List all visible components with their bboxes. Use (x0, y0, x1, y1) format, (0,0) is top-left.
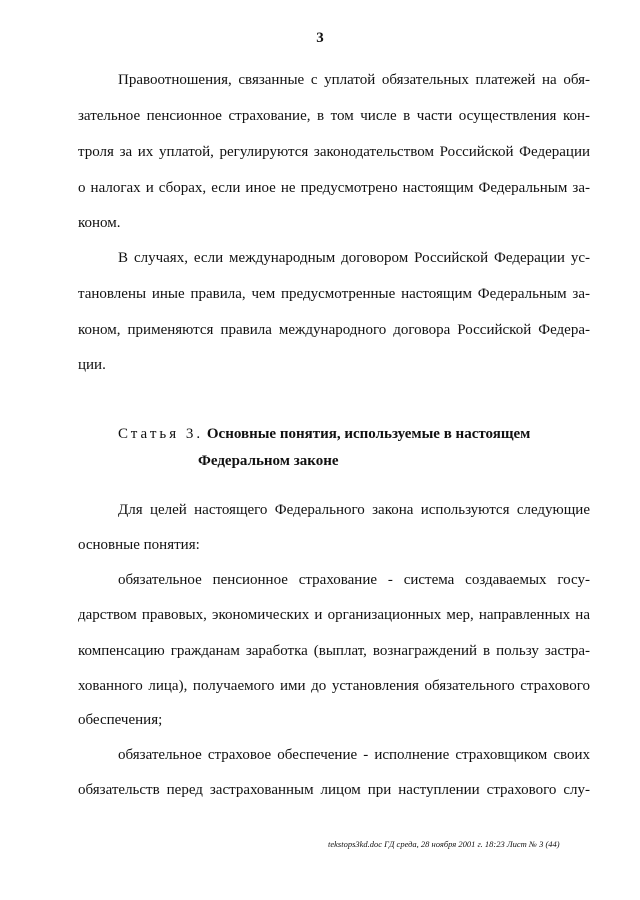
article-heading (118, 424, 530, 444)
paragraph-2-line-2: тановлены иные правила, чем предусмотренные настоящим Федеральным за- (78, 286, 590, 302)
paragraph-2-line-3: коном, применяются правила международного договора Российской Федера- (78, 322, 590, 338)
paragraph-5-line-1: обязательное страховое обеспечение - исполнение страховщиком своих (118, 747, 590, 763)
article-label: Статья 3. (118, 426, 204, 442)
document-footer: tekstops3kd.doc ГД среда, 28 ноября 2001 г. 18:23 Лист № 3 (44) (328, 839, 560, 849)
paragraph-2-line-1: В случаях, если международным договором Российской Федерации ус- (118, 250, 590, 266)
paragraph-3-line-1: Для целей настоящего Федерального закона используются следующие (118, 502, 590, 518)
paragraph-1-line-4: о налогах и сборах, если иное не предусмотрено настоящим Федеральным за- (78, 180, 590, 196)
paragraph-1-line-5: коном. (78, 215, 121, 231)
paragraph-3-line-2: основные понятия: (78, 537, 200, 553)
paragraph-4-line-2: дарством правовых, экономических и организационных мер, направленных на (78, 607, 590, 623)
paragraph-4-line-3: компенсацию гражданам заработка (выплат, вознаграждений в пользу застра- (78, 643, 590, 659)
article-title-line-2: Федеральном законе (198, 453, 339, 469)
article-title-line-1: Основные понятия, используемые в настоящем (206, 426, 531, 442)
paragraph-4-line-5: обеспечения; (78, 712, 163, 728)
paragraph-5-line-2: обязательств перед застрахованным лицом при наступлении страхового слу- (78, 782, 590, 798)
paragraph-1-line-1: Правоотношения, связанные с уплатой обязательных платежей на обя- (118, 72, 590, 88)
page-number: 3 (316, 30, 324, 46)
paragraph-2-line-4: ции. (78, 357, 106, 373)
paragraph-1-line-2: зательное пенсионное страхование, в том числе в части осуществления кон- (78, 108, 590, 124)
paragraph-4-line-4: хованного лица), получаемого ими до установления обязательного страхового (78, 678, 590, 694)
paragraph-4-line-1: обязательное пенсионное страхование - система создаваемых госу- (118, 572, 590, 588)
paragraph-1-line-3: троля за их уплатой, регулируются законодательством Российской Федерации (78, 144, 590, 160)
